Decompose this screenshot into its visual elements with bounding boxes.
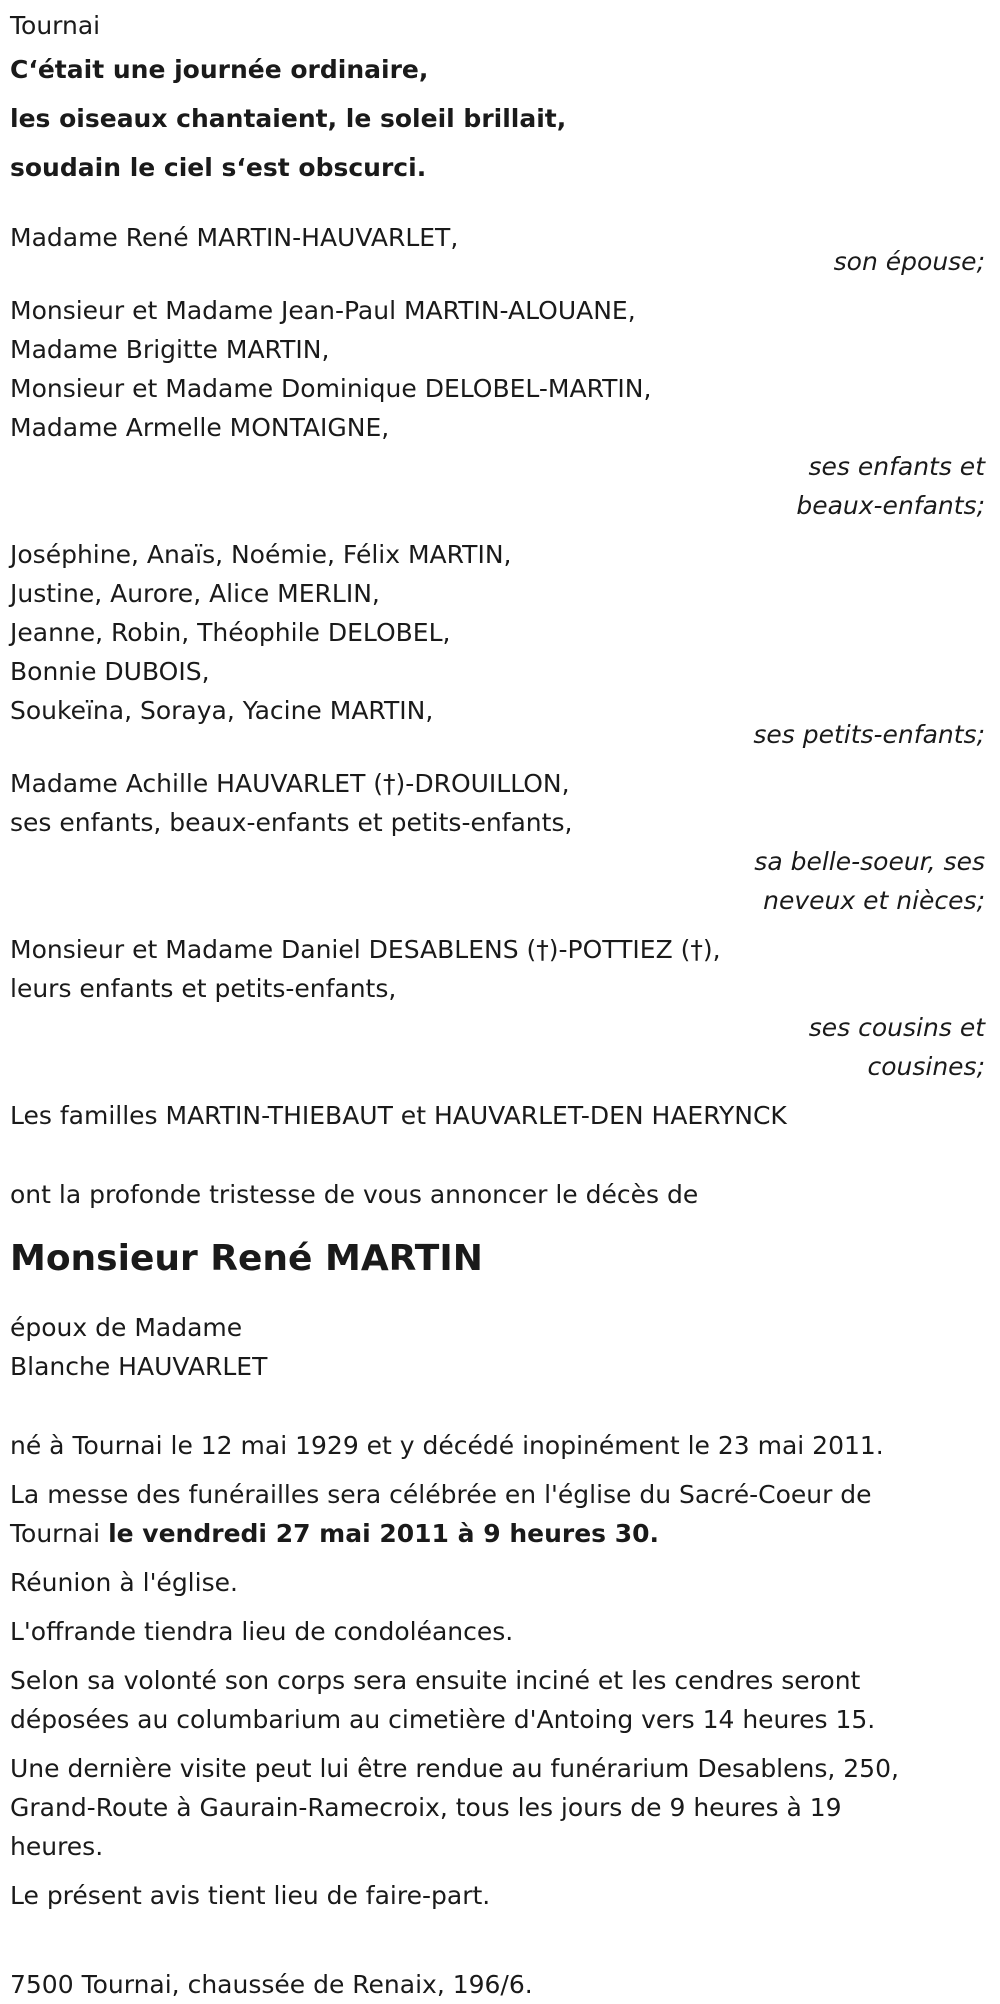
family-name: Monsieur et Madame Daniel DESABLENS (†)-POTTIEZ (†), bbox=[10, 935, 721, 964]
family-group-cousins bbox=[10, 930, 985, 1086]
family-name: Justine, Aurore, Alice MERLIN, bbox=[10, 579, 380, 608]
visit-text: Une dernière visite peut lui être rendue au funérarium Desablens, 250, bbox=[10, 1754, 899, 1783]
notice bbox=[10, 1876, 985, 1915]
visit-text: heures. bbox=[10, 1832, 104, 1861]
family-role: neveux et nièces; bbox=[763, 886, 985, 915]
birth-death-text: né à Tournai le 12 mai 1929 et y décédé inopinément le 23 mai 2011. bbox=[10, 1431, 884, 1460]
birth-death bbox=[10, 1426, 985, 1465]
family-name: Madame René MARTIN-HAUVARLET, bbox=[10, 223, 459, 252]
family-name: Madame Brigitte MARTIN, bbox=[10, 335, 330, 364]
meeting-text: Réunion à l'église. bbox=[10, 1568, 238, 1597]
family-role: ses enfants et bbox=[808, 452, 985, 481]
meeting bbox=[10, 1563, 985, 1602]
funeral-text: La messe des funérailles sera célébrée en l'église du Sacré-Coeur de bbox=[10, 1480, 872, 1509]
cremation bbox=[10, 1661, 985, 1739]
obituary-document bbox=[10, 6, 985, 2004]
family-name: ses enfants, beaux-enfants et petits-enfants, bbox=[10, 808, 573, 837]
address: 7500 Tournai, chaussée de Renaix, 196/6. bbox=[10, 1970, 533, 1999]
funeral-date: le vendredi 27 mai 2011 à 9 heures 30. bbox=[108, 1519, 660, 1548]
poem-line: soudain le ciel s‘est obscurci. bbox=[10, 153, 427, 182]
family-group-sister-in-law bbox=[10, 764, 985, 920]
family-name: Jeanne, Robin, Théophile DELOBEL, bbox=[10, 618, 451, 647]
family-group-spouse bbox=[10, 218, 985, 281]
family-name: Joséphine, Anaïs, Noémie, Félix MARTIN, bbox=[10, 540, 512, 569]
offering-text: L'offrande tiendra lieu de condoléances. bbox=[10, 1617, 514, 1646]
cremation-text: Selon sa volonté son corps sera ensuite inciné et les cendres seront bbox=[10, 1666, 861, 1695]
family-role: son épouse; bbox=[833, 247, 985, 276]
offering bbox=[10, 1612, 985, 1651]
family-name: Bonnie DUBOIS, bbox=[10, 657, 210, 686]
spouse-line: Blanche HAUVARLET bbox=[10, 1352, 268, 1381]
funeral-info bbox=[10, 1475, 985, 1553]
deceased-name: Monsieur René MARTIN bbox=[10, 1238, 483, 1279]
cremation-text: déposées au columbarium au cimetière d'Antoing vers 14 heures 15. bbox=[10, 1705, 876, 1734]
extended-family: Les familles MARTIN-THIEBAUT et HAUVARLET-DEN HAERYNCK bbox=[10, 1101, 787, 1130]
family-role: beaux-enfants; bbox=[796, 491, 985, 520]
announcement: ont la profonde tristesse de vous annoncer le décès de bbox=[10, 1180, 699, 1209]
visit-text: Grand-Route à Gaurain-Ramecroix, tous les jours de 9 heures à 19 bbox=[10, 1793, 842, 1822]
funeral-date-line bbox=[10, 1514, 985, 1553]
family-name: leurs enfants et petits-enfants, bbox=[10, 974, 397, 1003]
family-role: ses cousins et bbox=[808, 1013, 985, 1042]
family-role: cousines; bbox=[867, 1052, 985, 1081]
poem bbox=[10, 45, 985, 192]
place: Tournai bbox=[10, 11, 101, 40]
family-name: Madame Armelle MONTAIGNE, bbox=[10, 413, 390, 442]
spouse-line: époux de Madame bbox=[10, 1313, 243, 1342]
family-role: ses petits-enfants; bbox=[753, 720, 985, 749]
poem-line: C‘était une journée ordinaire, bbox=[10, 55, 429, 84]
family-role: sa belle-soeur, ses bbox=[754, 847, 985, 876]
visit bbox=[10, 1749, 985, 1866]
family-group-children bbox=[10, 291, 985, 525]
poem-line: les oiseaux chantaient, le soleil brillait, bbox=[10, 104, 567, 133]
family-name: Monsieur et Madame Jean-Paul MARTIN-ALOUANE, bbox=[10, 296, 636, 325]
family-name: Madame Achille HAUVARLET (†)-DROUILLON, bbox=[10, 769, 570, 798]
notice-text: Le présent avis tient lieu de faire-part. bbox=[10, 1881, 491, 1910]
family-name: Soukeïna, Soraya, Yacine MARTIN, bbox=[10, 696, 434, 725]
family-group-grandchildren bbox=[10, 535, 985, 754]
funeral-text: Tournai bbox=[10, 1519, 109, 1548]
family-name: Monsieur et Madame Dominique DELOBEL-MARTIN, bbox=[10, 374, 652, 403]
